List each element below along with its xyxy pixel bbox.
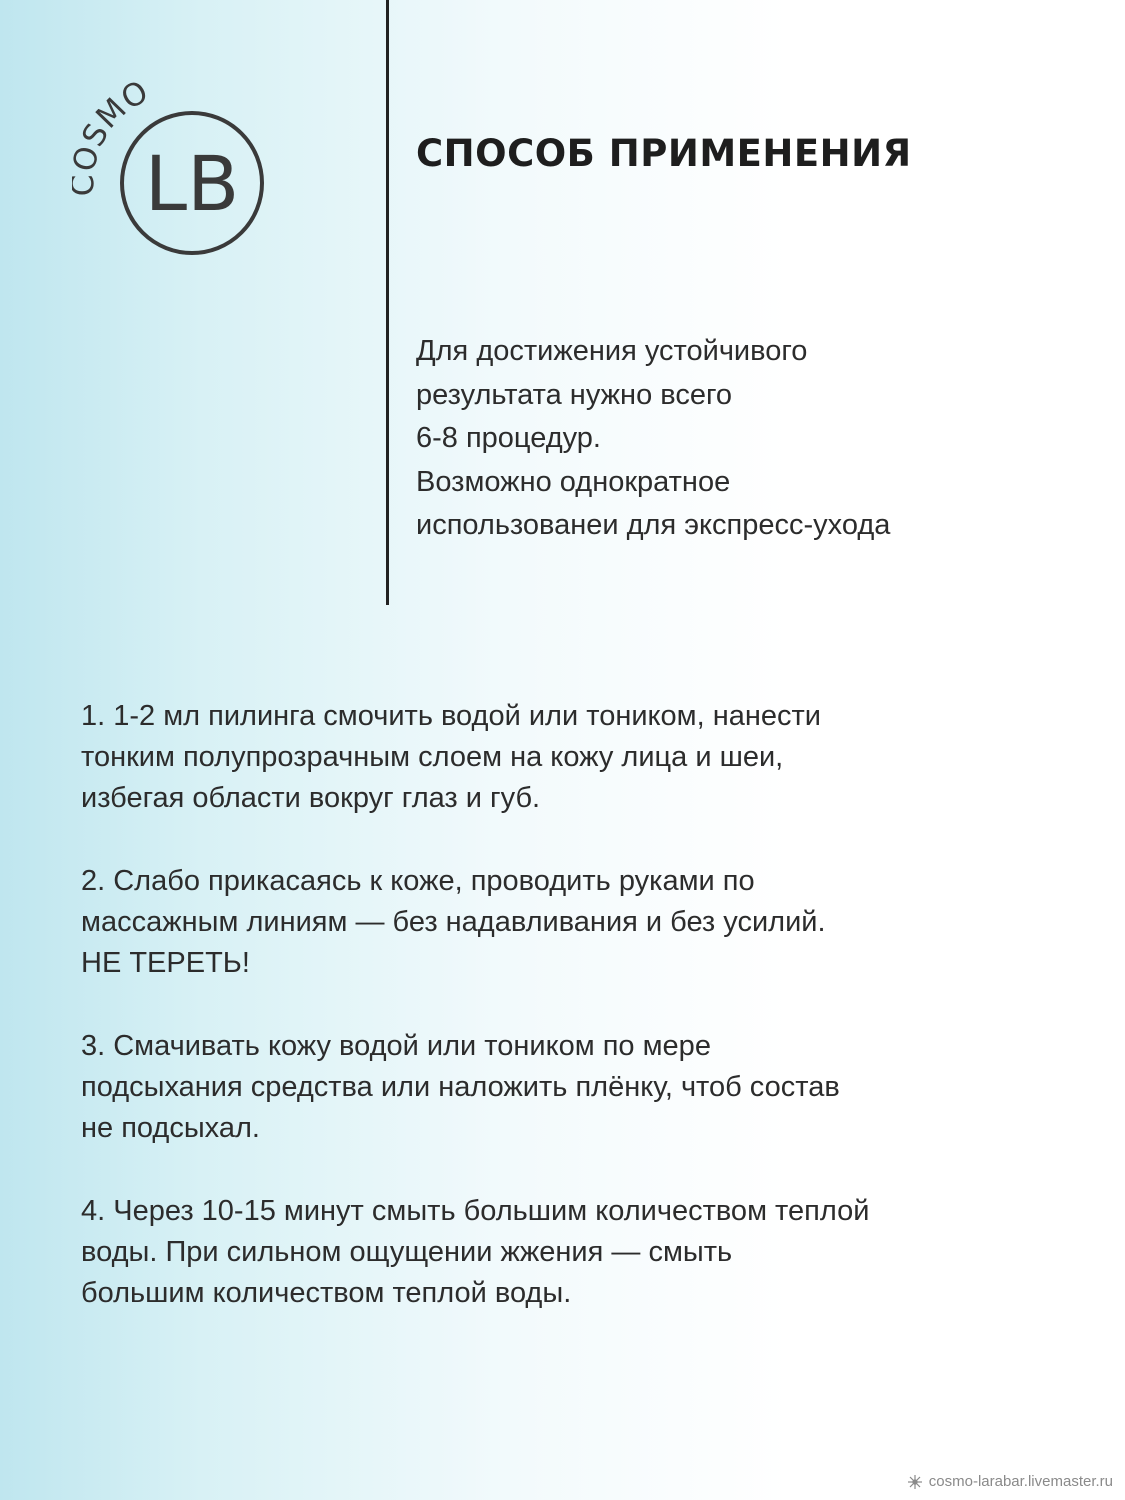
logo-monogram: LB <box>144 139 240 228</box>
intro-paragraph <box>416 330 1106 548</box>
step-line: 2. Слабо прикасаясь к коже, проводить руками по <box>81 865 755 897</box>
brand-logo <box>72 78 272 268</box>
intro-line: использованеи для экспресс-ухода <box>416 509 891 541</box>
step-line: тонким полупрозрачным слоем на кожу лица и шеи, <box>81 741 784 773</box>
snowflake-icon <box>907 1474 923 1490</box>
step-line: 4. Через 10-15 минут смыть большим количеством теплой <box>81 1195 870 1227</box>
step-item <box>81 1191 1091 1314</box>
logo-mark <box>72 78 272 268</box>
step-line: НЕ ТЕРЕТЬ! <box>81 947 250 979</box>
intro-line: Возможно однократное <box>416 465 731 498</box>
step-line: большим количеством теплой воды. <box>81 1277 572 1309</box>
step-item <box>81 861 1091 984</box>
steps-list <box>81 696 1091 1356</box>
page-title: СПОСОБ ПРИМЕНЕНИЯ <box>416 132 912 175</box>
footer-watermark <box>907 1473 1113 1490</box>
logo-arc-text: SMO <box>75 78 156 153</box>
footer-site-link[interactable]: cosmo-larabar.livemaster.ru <box>928 1473 1113 1490</box>
step-line: воды. При сильном ощущении жжения — смыть <box>81 1236 733 1268</box>
step-line: массажным линиям — без надавливания и без усилий. <box>81 906 826 938</box>
step-line: подсыхания средства или наложить плёнку, чтоб состав <box>81 1071 840 1103</box>
vertical-divider <box>386 0 389 605</box>
step-line: 3. Смачивать кожу водой или тоником по мере <box>81 1030 711 1062</box>
step-line: избегая области вокруг глаз и губ. <box>81 782 541 814</box>
step-line: 1. 1-2 мл пилинга смочить водой или тоником, нанести <box>81 700 821 732</box>
step-item <box>81 1026 1091 1149</box>
step-item <box>81 696 1091 819</box>
intro-line: 6-8 процедур. <box>416 422 601 454</box>
step-line: не подсыхал. <box>81 1112 260 1144</box>
intro-line: результата нужно всего <box>416 378 733 411</box>
intro-line: Для достижения устойчивого <box>416 335 808 367</box>
